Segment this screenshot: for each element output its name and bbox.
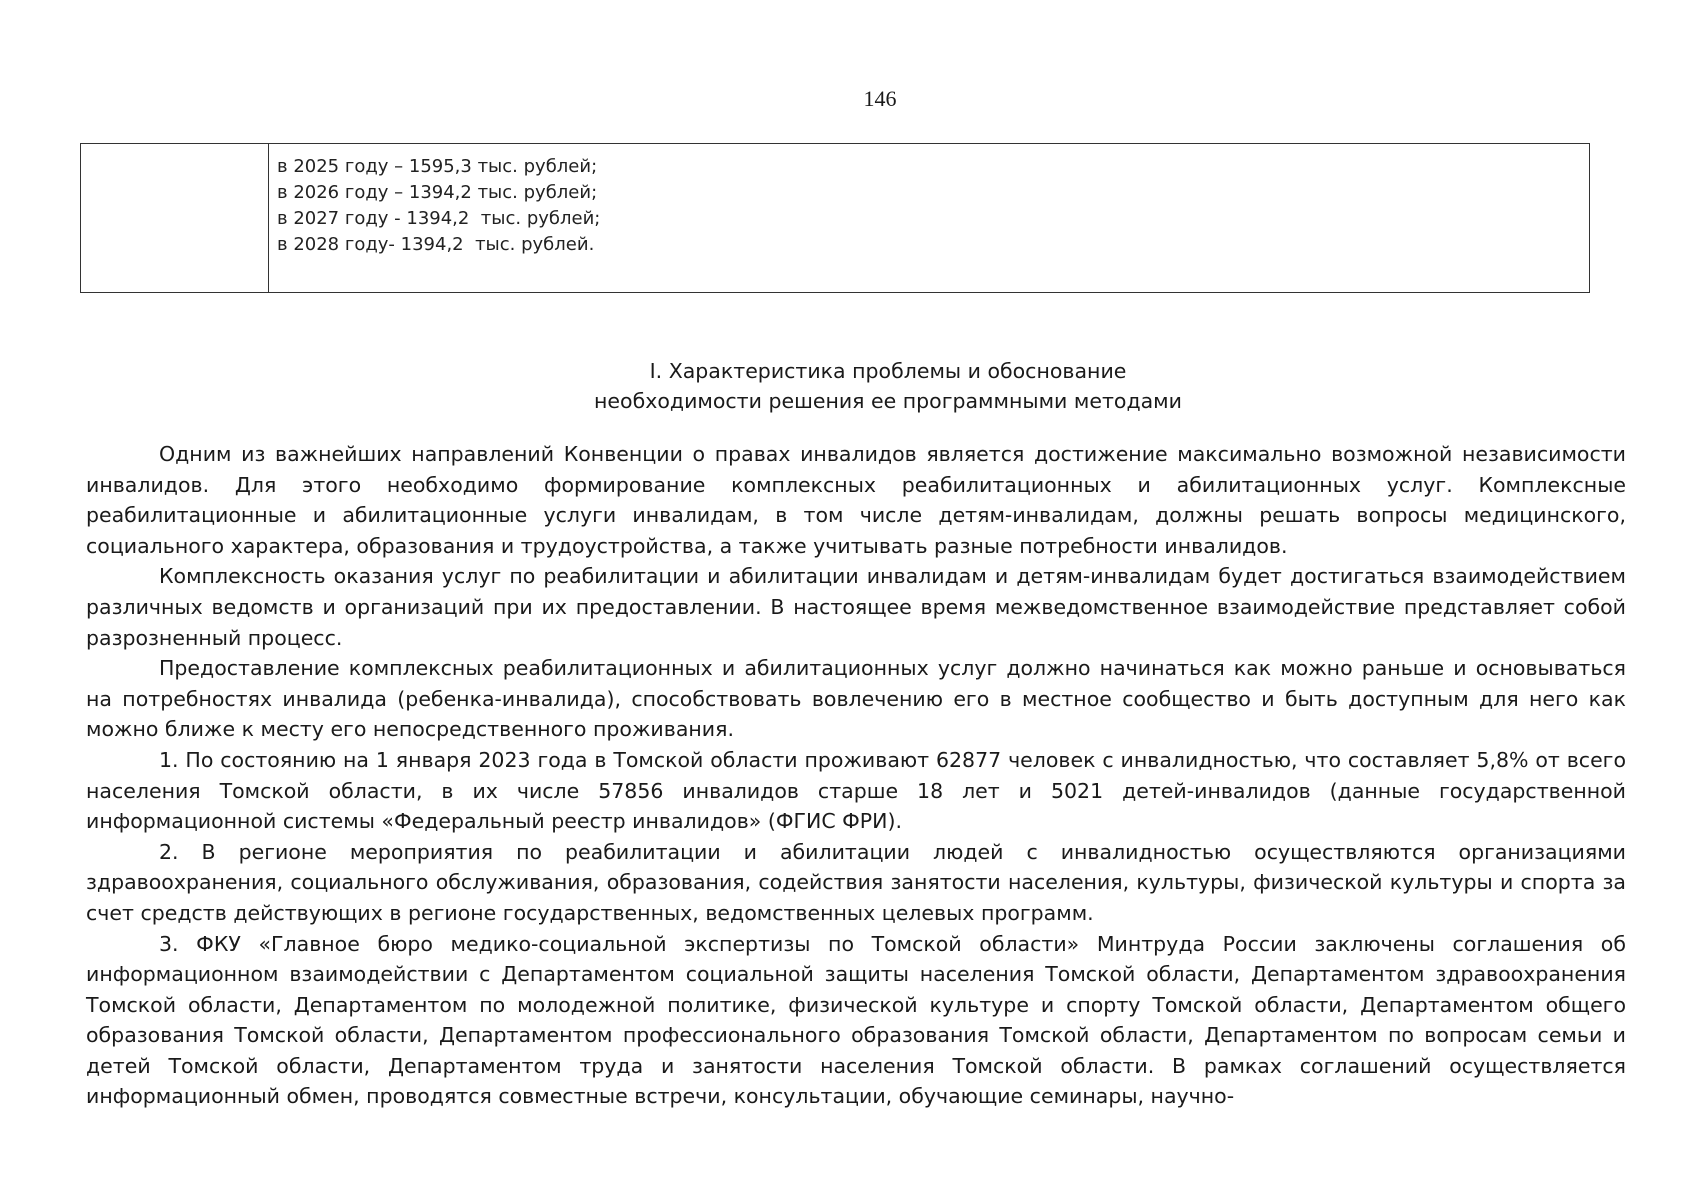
paragraph-provision: Предоставление комплексных реабилитационных и абилитационных услуг должно начинаться как можно раньше и основываться на потребностях инвалида (ребенка-инвалида), способствовать вовлечению его в местное сообщество и быть доступным для него как можно ближе к месту его непосредственного проживания.	[86, 656, 1626, 742]
funding-table-right-cell	[269, 144, 1589, 292]
page-number: 146	[863, 86, 897, 111]
section-title-line-1: I. Характеристика проблемы и обоснование	[649, 359, 1127, 383]
paragraph-complexity: Комплексность оказания услуг по реабилитации и абилитации инвалидам и детям-инвалидам будет достигаться взаимодействием различных ведомств и организаций при их предоставлении. В настоящее время межведомственное взаимодействие представляет собой разрозненный процесс.	[86, 564, 1626, 650]
paragraph-item-1: 1. По состоянию на 1 января 2023 года в Томской области проживают 62877 человек с инвалидностью, что составляет 5,8% от всего населения Томской области, в их числе 57856 инвалидов старше 18 лет и 5021 детей-инвалидов (данные государственной информационной системы «Федеральный реестр инвалидов» (ФГИС ФРИ).	[86, 747, 1626, 834]
funding-line-2026: в 2026 году – 1394,2 тыс. рублей;	[277, 182, 598, 203]
paragraph-item-3: 3. ФКУ «Главное бюро медико-социальной экспертизы по Томской области» Минтруда России заключены соглашения об информационном взаимодействии с Департаментом социальной защиты населения Томской области, Департаментом здравоохранения Томской области, Департаментом по молодежной политике, физической культуре и спорту Томской области, Департаментом общего образования Томской области, Департаментом профессионального образования Томской области, Департаментом по вопросам семьи и детей Томской области, Департаментом труда и занятости населения Томской области. В рамках соглашений осуществляется информационный обмен, проводятся совместные встречи, консультации, обучающие семинары, научно-	[86, 931, 1626, 1109]
paragraph-item-2: 2. В регионе мероприятия по реабилитации и абилитации людей с инвалидностью осуществляются организациями здравоохранения, социального обслуживания, образования, содействия занятости населения, культуры, физической культуры и спорта за счет средств действующих в регионе государственных, ведомственных целевых программ.	[86, 839, 1626, 925]
funding-line-2025: в 2025 году – 1595,3 тыс. рублей;	[277, 156, 598, 177]
section-title	[0, 356, 1698, 416]
funding-table	[80, 143, 1590, 293]
paragraph-convention: Одним из важнейших направлений Конвенции о правах инвалидов является достижение максимально возможной независимости инвалидов. Для этого необходимо формирование комплексных реабилитационных и абилитационных услуг. Комплексные реабилитационные и абилитационные услуги инвалидам, в том числе детям-инвалидам, должны решать вопросы медицинского, социального характера, образования и трудоустройства, а также учитывать разные потребности инвалидов.	[86, 442, 1626, 558]
funding-line-2027: в 2027 году - 1394,2 тыс. рублей;	[277, 208, 601, 229]
section-title-line-2: необходимости решения ее программными методами	[594, 389, 1182, 413]
body-text	[86, 439, 1626, 1112]
funding-table-left-cell	[81, 144, 269, 292]
funding-line-2028: в 2028 году- 1394,2 тыс. рублей.	[277, 234, 595, 255]
